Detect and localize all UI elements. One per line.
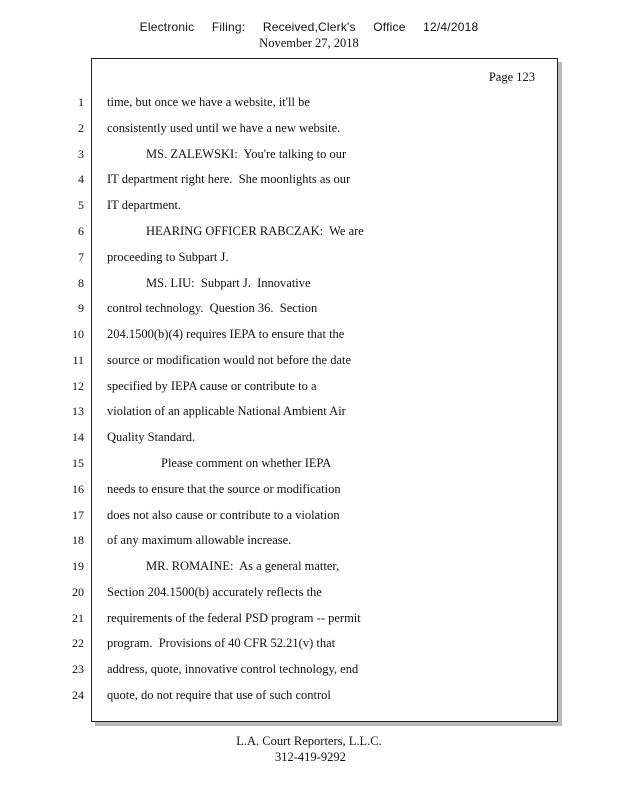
transcript-line: IT department right here. She moonlights as our — [107, 172, 351, 186]
line-number: 20 — [72, 585, 84, 599]
line-number: 22 — [72, 636, 84, 650]
transcript-line: specified by IEPA cause or contribute to a — [107, 379, 317, 393]
line-number: 5 — [78, 198, 84, 212]
hearing-date: November 27, 2018 — [259, 36, 359, 50]
transcript-line: source or modification would not before the date — [107, 353, 352, 367]
transcript-line: does not also cause or contribute to a violation — [107, 508, 340, 522]
line-number: 6 — [78, 224, 84, 238]
court-reporter-phone: 312-419-9292 — [275, 750, 346, 764]
filing-stamp — [0, 20, 618, 34]
line-number: 9 — [78, 301, 84, 315]
line-number: 23 — [72, 662, 84, 676]
transcript-line: Section 204.1500(b) accurately reflects the — [107, 585, 322, 599]
transcript-line: Please comment on whether IEPA — [161, 456, 332, 470]
line-number: 14 — [72, 430, 84, 444]
stamp-word: Office — [373, 20, 406, 34]
line-number: 24 — [72, 688, 84, 702]
transcript-line: time, but once we have a website, it'll be — [107, 95, 310, 109]
page-number: Page 123 — [488, 70, 535, 84]
transcript-line: address, quote, innovative control technology, end — [107, 662, 359, 676]
transcript-line: proceeding to Subpart J. — [107, 250, 229, 264]
stamp-word: Received,Clerk's — [262, 20, 356, 34]
line-number: 7 — [78, 250, 84, 264]
line-number: 3 — [78, 147, 84, 161]
line-number: 11 — [72, 353, 84, 367]
transcript-line: HEARING OFFICER RABCZAK: We are — [146, 224, 364, 238]
transcript-line: MR. ROMAINE: As a general matter, — [146, 559, 340, 573]
line-number: 13 — [72, 404, 84, 418]
stamp-word: Electronic — [139, 20, 195, 34]
transcript-line: needs to ensure that the source or modification — [107, 482, 341, 496]
transcript-line: violation of an applicable National Ambient Air — [107, 404, 346, 418]
transcript-line: consistently used until we have a new website. — [107, 121, 341, 135]
transcript-line: of any maximum allowable increase. — [107, 533, 292, 547]
stamp-word: Filing: — [211, 20, 246, 34]
court-reporter-name: L.A. Court Reporters, L.L.C. — [236, 734, 382, 748]
line-number: 10 — [72, 327, 84, 341]
line-number: 18 — [72, 533, 84, 547]
line-number: 8 — [78, 276, 84, 290]
line-number: 2 — [78, 121, 84, 135]
transcript-line: Quality Standard. — [107, 430, 196, 444]
transcript-line: quote, do not require that use of such control — [107, 688, 331, 702]
stamp-date: 12/4/2018 — [423, 20, 479, 34]
transcript-line: program. Provisions of 40 CFR 52.21(v) that — [107, 636, 336, 650]
transcript-line: MS. LIU: Subpart J. Innovative — [146, 276, 311, 290]
line-number: 16 — [72, 482, 84, 496]
transcript-line: requirements of the federal PSD program -- permit — [107, 611, 361, 625]
transcript-line: 204.1500(b)(4) requires IEPA to ensure that the — [107, 327, 345, 341]
line-number: 12 — [72, 379, 84, 393]
transcript-line: control technology. Question 36. Section — [107, 301, 318, 315]
line-number: 19 — [72, 559, 84, 573]
line-number: 15 — [72, 456, 84, 470]
transcript-line: MS. ZALEWSKI: You're talking to our — [146, 147, 347, 161]
transcript-line: IT department. — [107, 198, 182, 212]
line-number: 21 — [72, 611, 84, 625]
line-number: 1 — [78, 95, 84, 109]
line-number: 17 — [72, 508, 84, 522]
line-number: 4 — [78, 172, 84, 186]
